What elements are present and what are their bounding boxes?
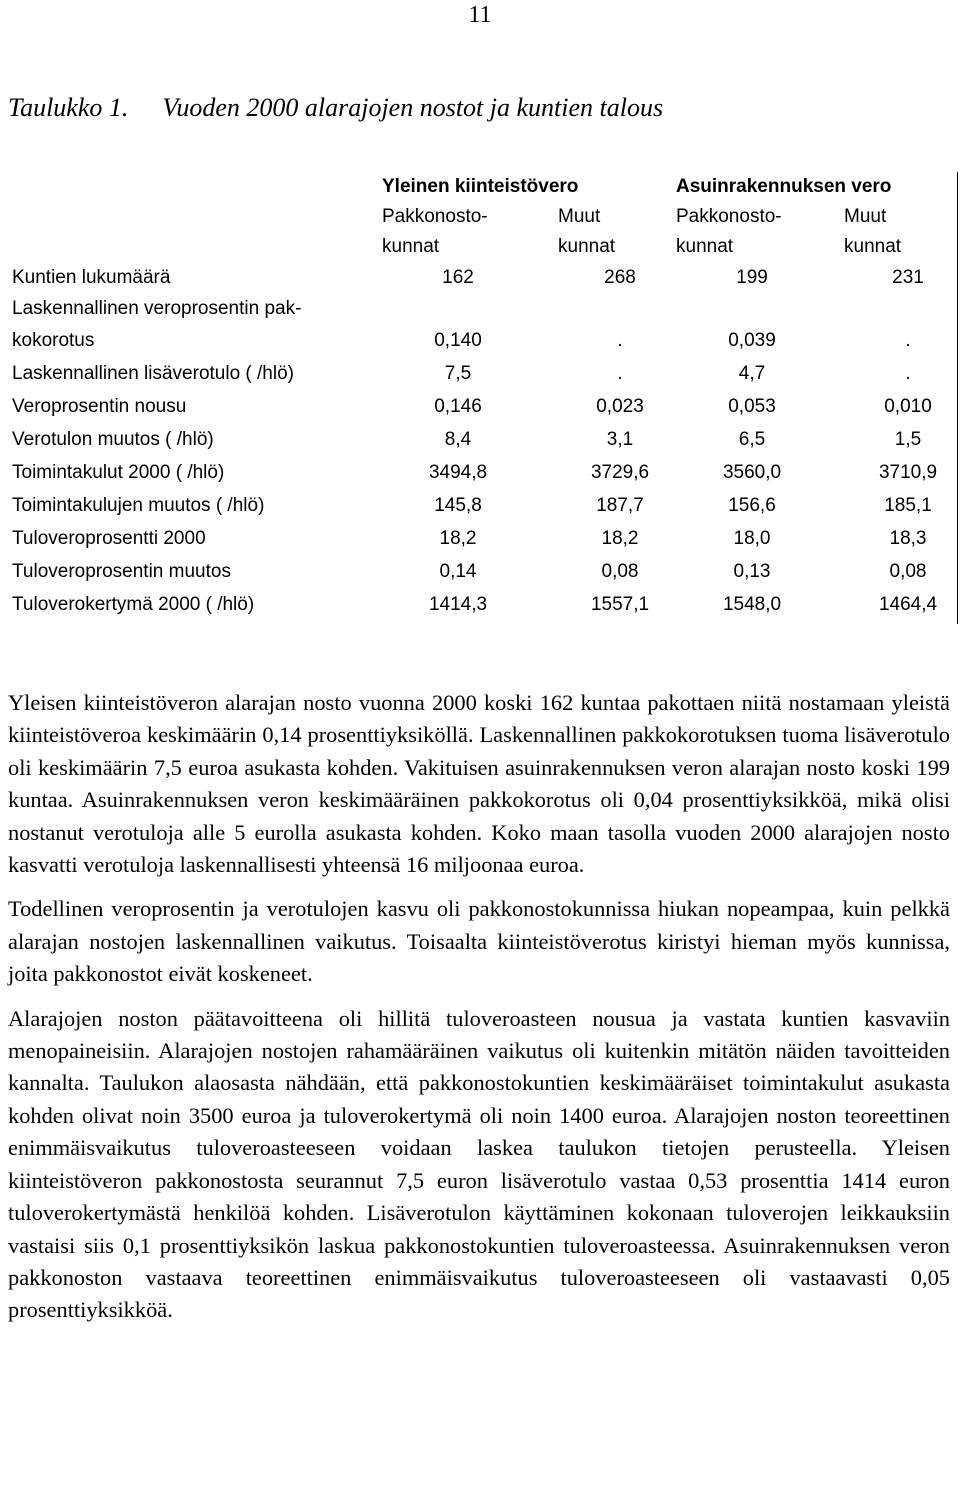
subheader-col4: Muut xyxy=(844,206,887,227)
row-label: Toimintakulut 2000 ( /hlö) xyxy=(12,462,225,483)
caption-title: Vuoden 2000 alarajojen nostot ja kuntien talous xyxy=(162,93,664,122)
cell: 1557,1 xyxy=(590,594,650,615)
row-label: Tuloverokertymä 2000 ( /hlö) xyxy=(12,594,255,615)
cell: 8,4 xyxy=(444,429,472,450)
cell: 18,0 xyxy=(733,528,771,549)
paragraph: Alarajojen noston päätavoitteena oli hillitä tuloveroasteen nousua ja vastata kuntien kasvaviin menopaineisiin. Alarajojen nostojen rahamääräinen vaikutus oli kuitenkin mitätön näiden tavoitteiden kannalta. Taulukon alaosasta nähdään, että pakkonostokuntien keskimääräiset toimintakulut asukasta kohden olivat noin 3500 euroa ja tuloverokertymä oli noin 1400 euroa. Alarajojen noston teoreettinen enimmäisvaikutus tuloveroasteeseen voidaan laskea taulukon tietojen perusteella. Yleisen kiinteistöveron pakkonostosta seurannut 7,5 euron lisäverotulo vastaa 0,53 prosenttia 1414 euron tuloverokertymästä henkilöä kohden. Lisäverotulon käyttäminen kokonaan tuloverojen leikkauksiin vastaisi siis 0,1 prosenttiyksikön laskua pakkonostokuntien tuloveroasteessa. Asuinrakennuksen veron pakkonoston vastaava teoreettinen enimmäisvaikutus tuloveroasteeseen oli vastaavasti 0,05 prosenttiyksikköä. xyxy=(8,1005,950,1323)
cell: 18,3 xyxy=(889,528,927,549)
cell: 1414,3 xyxy=(428,594,488,615)
cell: 199 xyxy=(736,267,768,288)
subheader2-col1: kunnat xyxy=(382,236,440,257)
subheader2-col2: kunnat xyxy=(558,236,616,257)
cell: 0,08 xyxy=(601,561,639,582)
row-label-line1: Laskennallinen veroprosentin pak- xyxy=(12,298,302,319)
row-label: Veroprosentin nousu xyxy=(12,396,187,417)
cell: 0,08 xyxy=(889,561,927,582)
subheader2-col3: kunnat xyxy=(676,236,734,257)
cell: 0,14 xyxy=(439,561,477,582)
cell: 0,053 xyxy=(728,396,776,417)
caption-label: Taulukko 1. xyxy=(8,93,129,122)
subheader2-col4: kunnat xyxy=(844,236,902,257)
cell: 162 xyxy=(442,267,474,288)
cell: 18,2 xyxy=(439,528,477,549)
table-right-border xyxy=(957,172,958,624)
paragraph: Todellinen veroprosentin ja verotulojen kasvu oli pakkonostokunnissa hiukan nopeampaa, kuin pelkkä alarajan nostojen laskennallinen vaikutus. Toisaalta kiinteistöverotus kiristyi hieman myös kunnissa, joita pakkonostot eivät koskeneet. xyxy=(8,896,950,987)
cell: 156,6 xyxy=(728,495,776,516)
cell: 231 xyxy=(892,267,924,288)
table-row xyxy=(12,423,952,456)
cell: 0,010 xyxy=(884,396,932,417)
row-label: kokorotus xyxy=(12,330,95,351)
cell: 3,1 xyxy=(606,429,634,450)
cell: 0,140 xyxy=(434,330,482,351)
data-table xyxy=(12,172,952,621)
cell: 0,039 xyxy=(728,330,776,351)
cell: 185,1 xyxy=(884,495,932,516)
cell: . xyxy=(905,363,911,384)
table-row xyxy=(12,489,952,522)
cell: 1464,4 xyxy=(878,594,938,615)
cell: 145,8 xyxy=(434,495,482,516)
cell: 6,5 xyxy=(738,429,766,450)
cell: 0,146 xyxy=(434,396,482,417)
row-label: Laskennallinen lisäverotulo ( /hlö) xyxy=(12,363,294,384)
cell: 7,5 xyxy=(444,363,472,384)
table-row xyxy=(12,357,952,390)
cell: 1,5 xyxy=(894,429,922,450)
cell: 3560,0 xyxy=(722,462,782,483)
cell: 187,7 xyxy=(596,495,644,516)
row-label: Tuloveroprosentti 2000 xyxy=(12,528,206,549)
group-header-asuinrakennus: Asuinrakennuksen vero xyxy=(676,176,892,197)
cell: 18,2 xyxy=(601,528,639,549)
cell: 4,7 xyxy=(738,363,766,384)
cell: 268 xyxy=(604,267,636,288)
cell: 3494,8 xyxy=(428,462,488,483)
table-group-header xyxy=(12,172,952,202)
table-caption xyxy=(8,92,663,124)
cell: 3729,6 xyxy=(590,462,650,483)
table-row xyxy=(12,522,952,555)
page-number: 11 xyxy=(468,2,492,28)
row-label: Kuntien lukumäärä xyxy=(12,267,171,288)
table-subheader-line1 xyxy=(12,202,952,232)
subheader-col2: Muut xyxy=(558,206,601,227)
cell: 3710,9 xyxy=(878,462,938,483)
row-label: Verotulon muutos ( /hlö) xyxy=(12,429,214,450)
table-row xyxy=(12,456,952,489)
table-row xyxy=(12,293,952,357)
table-subheader-line2 xyxy=(12,232,952,262)
cell: . xyxy=(617,363,623,384)
cell: 0,13 xyxy=(733,561,771,582)
cell: 0,023 xyxy=(596,396,644,417)
table-row xyxy=(12,390,952,423)
row-label: Tuloveroprosentin muutos xyxy=(12,561,231,582)
group-header-kiinteistovero: Yleinen kiinteistövero xyxy=(382,176,579,197)
row-label: Toimintakulujen muutos ( /hlö) xyxy=(12,495,265,516)
cell: 1548,0 xyxy=(722,594,782,615)
cell: . xyxy=(905,330,911,351)
table-row xyxy=(12,588,952,621)
cell: . xyxy=(617,330,623,351)
subheader-col3: Pakkonosto- xyxy=(676,206,782,227)
table-row xyxy=(12,262,952,293)
subheader-col1: Pakkonosto- xyxy=(382,206,488,227)
paragraph: Yleisen kiinteistöveron alarajan nosto vuonna 2000 koski 162 kuntaa pakottaen niitä nostamaan yleistä kiinteistöveroa keskimäärin 0,14 prosenttiyksiköllä. Laskennallinen pakkokorotuksen tuoma lisäverotulo oli keskimäärin 7,5 euroa asukasta kohden. Vakituisen asuinrakennuksen veron alarajan nosto koski 199 kuntaa. Asuinrakennuksen veron keskimääräinen pakkokorotus oli 0,04 prosenttiyksikköä, mikä olisi nostanut verotuloja alle 5 eurolla asukasta kohden. Koko maan tasolla vuoden 2000 alarajojen nosto kasvatti verotuloja laskennallisesti yhteensä 16 miljoonaa euroa. xyxy=(8,690,950,878)
table-row xyxy=(12,555,952,588)
body-text xyxy=(8,687,950,1339)
